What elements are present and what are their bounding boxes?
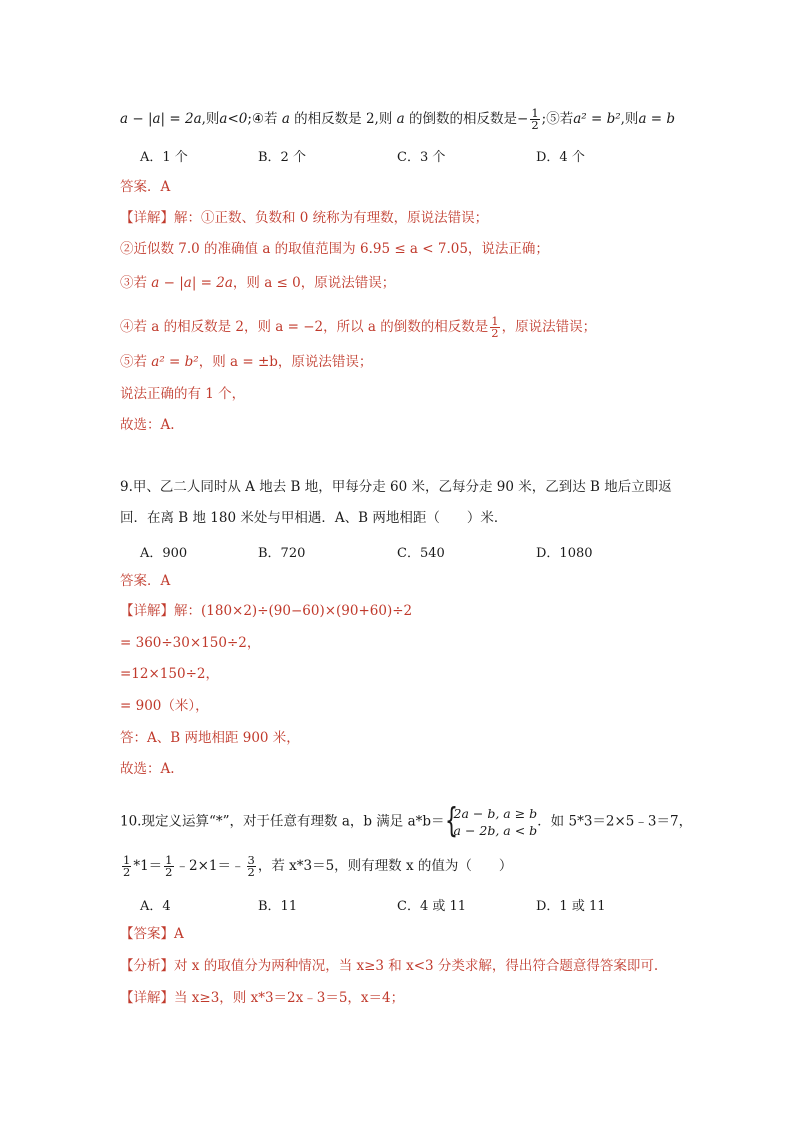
q8-option-d: D．4 个: [536, 150, 585, 165]
q9-option-c: C．540: [397, 546, 445, 561]
q10-option-b: B．11: [258, 899, 298, 914]
intro-text3: 的相反数是 2,则: [289, 111, 397, 127]
intro-expr6: a = b: [638, 111, 676, 127]
intro-a2: a: [396, 111, 405, 127]
q10-option-a: A．4: [140, 899, 171, 914]
q10-answer: 【答案】A: [120, 926, 184, 942]
q9-detail-line1: 解：(180×2)÷(90−60)×(90+60)÷2: [174, 603, 413, 619]
q10-detail: [120, 989, 404, 1007]
intro-cond1: a<0: [219, 111, 248, 127]
q10-analysis-label: 【分析】: [120, 958, 174, 974]
q10-line1-prefix: 10.现定义运算“*”，对于任意有理数 a，b 满足 a*b＝: [120, 813, 445, 830]
q10-stem-line1: [120, 801, 693, 841]
intro-statement: [120, 108, 675, 131]
q10-case1: 2a − b, a ≥ b: [453, 806, 538, 821]
q10-frac2-num: 1: [165, 853, 173, 867]
q9-stem-line1: 9.甲、乙二人同时从 A 地去 B 地，甲每分走 60 米，乙每分走 90 米，乙到达 B 地后立即返: [120, 479, 672, 495]
q9-choice: 故选：A.: [120, 761, 175, 777]
q8-line3-expr: a − |a| = 2a: [151, 275, 233, 291]
q10-line2-mid1: *1＝: [133, 858, 163, 874]
q10-frac1: [122, 855, 131, 878]
q8-detail-label: 【详解】: [120, 210, 174, 226]
q10-detail-text: 当 x≥3，则 x*3＝2x﹣3＝5，x＝4；: [174, 990, 405, 1006]
intro-neg: −: [517, 111, 529, 127]
q8-line5-expr: a² = b²: [151, 354, 199, 370]
q8-line4-prefix: ④若 a 的相反数是 2，则 a = −2，所以 a 的倒数的相反数是: [120, 319, 489, 335]
q10-analysis: [120, 957, 658, 975]
q10-options: [140, 895, 606, 914]
q10-option-d: D．1 或 11: [536, 899, 606, 914]
q9-conclusion: [120, 729, 300, 747]
q10-frac3: [247, 855, 256, 878]
q8-line3-prefix: ③若: [120, 275, 152, 291]
q8-line4-fraction: [490, 316, 499, 339]
q10-line1-suffix: ．如 5*3＝2×5﹣3＝7，: [537, 813, 693, 830]
q10-detail-label: 【详解】: [120, 990, 174, 1006]
q9-detail-label: 【详解】: [120, 603, 174, 619]
q9-options: [140, 542, 593, 561]
q8-options: [140, 146, 585, 165]
intro-text2: ;④若: [247, 111, 282, 127]
q8-option-b: B．2 个: [258, 150, 306, 165]
intro-text4: 的倒数的相反数是: [404, 111, 518, 127]
q9-conclusion-prefix: 答：: [120, 730, 147, 746]
q8-answer: 答案．A: [120, 179, 171, 195]
q10-frac1-den: 2: [123, 865, 131, 879]
q10-line2-suffix: ，若 x*3＝5，则有理数 x 的值为（ ）: [257, 858, 513, 874]
q8-detail: [120, 209, 488, 227]
q8-line4: [120, 316, 596, 339]
intro-fraction: [530, 108, 539, 131]
q10-stem-line2: [120, 855, 512, 878]
q8-line4-num: 1: [491, 314, 499, 328]
q9-calc2: = 360÷30×150÷2，: [120, 635, 261, 651]
q10-frac2: [164, 855, 173, 878]
q8-line4-suffix: ，原说法错误；: [501, 319, 597, 335]
q8-line5-suffix: ，则 a = ±b，原说法错误；: [198, 354, 373, 370]
q8-option-c: C．3 个: [397, 150, 446, 165]
intro-expr1: a − |a| = 2a: [120, 111, 202, 127]
q8-line4-den: 2: [491, 326, 499, 340]
q10-line2-mid2: ﹣2×1＝﹣: [175, 858, 245, 874]
q9-calc3: =12×150÷2，: [120, 666, 219, 682]
intro-a1: a: [281, 111, 290, 127]
q10-option-c: C．4 或 11: [397, 899, 467, 914]
intro-frac-num: 1: [531, 106, 539, 120]
q8-detail-line1: 解：①正数、负数和 0 统称为有理数，原说法错误；: [174, 210, 489, 226]
q8-line2: ②近似数 7.0 的准确值 a 的取值范围为 6.95 ≤ a < 7.05，说法正确；: [120, 241, 549, 257]
intro-text1: ,则: [201, 111, 220, 127]
q10-frac2-den: 2: [165, 865, 173, 879]
intro-frac-den: 2: [531, 118, 539, 132]
q10-frac3-num: 3: [247, 853, 255, 867]
q10-piecewise: [444, 801, 538, 841]
q8-summary: 说法正确的有 1 个，: [120, 386, 246, 402]
q8-line3: [120, 274, 395, 292]
q9-detail: [120, 602, 412, 620]
q10-frac3-den: 2: [247, 865, 255, 879]
q8-line3-suffix: ，则 a ≤ 0，原说法错误；: [232, 275, 396, 291]
q8-option-a: A．1 个: [140, 150, 188, 165]
intro-text6: ,则: [620, 111, 639, 127]
q10-analysis-text: 对 x 的取值分为两种情况，当 x≥3 和 x<3 分类求解，得出符合题意得答案即可.: [174, 958, 659, 974]
q8-line5: [120, 353, 372, 371]
q9-calc4: = 900（米），: [120, 698, 209, 714]
q8-choice: 故选：A.: [120, 417, 175, 433]
q9-option-d: D．1080: [536, 546, 593, 561]
intro-expr5: a² = b²: [573, 111, 621, 127]
brace-icon: {: [444, 801, 458, 841]
intro-text5: ;⑤若: [541, 111, 574, 127]
q9-stem-line2: 回．在离 B 地 180 米处与甲相遇．A、B 两地相距（ ）米．: [120, 510, 508, 526]
q9-answer: 答案．A: [120, 573, 171, 589]
q9-option-a: A．900: [140, 546, 188, 561]
q10-case2: a − 2b, a < b: [453, 823, 538, 838]
q9-conclusion-text: A、B 两地相距 900 米，: [147, 730, 300, 746]
q10-frac1-num: 1: [123, 853, 131, 867]
q8-line5-prefix: ⑤若: [120, 354, 152, 370]
q9-option-b: B．720: [258, 546, 306, 561]
